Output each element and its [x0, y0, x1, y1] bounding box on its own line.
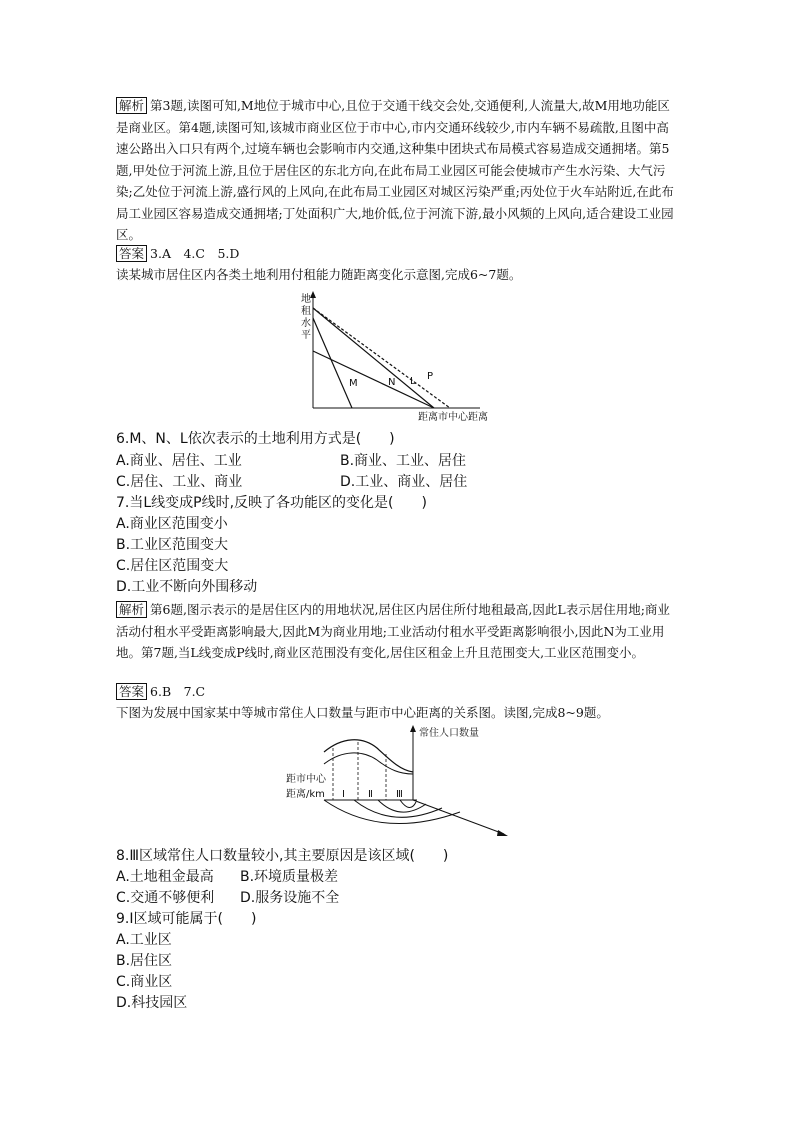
- q9-option-b[interactable]: B.居住区: [116, 953, 173, 969]
- line-N: [313, 351, 434, 408]
- intro-8-9: 下图为发展中国家某中等城市常住人口数量与距市中心距离的关系图。读图,完成8~9题。: [116, 705, 609, 720]
- q9-option-a[interactable]: A.工业区: [116, 932, 172, 948]
- analysis-text: 第3题,读图可知,M地位于城市中心,且位于交通干线交会处,交通便利,人流量大,故M用地功能区是商业区。第4题,读图可知,该城市商业区位于市中心,市内交通环线较少,市内车辆不易疏散,且图中高速公路出入口只有两个,过境车辆也会影响市内交通,这种集中团块式布局模式容易造成交通拥堵。第5题,甲处位于河流上游,且位于居住区的东北方向,在此布局工业园区可能会使城市产生水污染、大气污染;乙处位于河流上游,盛行风的上风向,在此布局工业园区对城区污染严重;丙处位于火车站附近,在此布局工业园区容易造成交通拥堵;丁处面积广大,地价低,位于河流下游,最小风频的上风向,适合建设工业园区。: [116, 98, 674, 242]
- answer-text: 6.B 7.C: [150, 684, 206, 699]
- question-9: 9.Ⅰ区域可能属于( ): [116, 911, 257, 927]
- q8-option-a[interactable]: A.土地租金最高: [116, 869, 214, 885]
- q7-option-a[interactable]: A.商业区范围变小: [116, 516, 228, 532]
- question-6: 6.M、N、L依次表示的土地利用方式是( ): [116, 431, 395, 447]
- q6-option-a[interactable]: A.商业、居住、工业: [116, 453, 242, 469]
- ylabel: 常住人口数量: [419, 728, 479, 739]
- zone-1: Ⅰ: [342, 789, 345, 800]
- q7-option-c[interactable]: C.居住区范围变大: [116, 558, 229, 574]
- ylabel-1: 地: [301, 294, 311, 305]
- q9-option-d[interactable]: D.科技园区: [116, 995, 188, 1011]
- question-8: 8.Ⅲ区域常住人口数量较小,其主要原因是该区域( ): [116, 848, 449, 864]
- line-P: [313, 308, 450, 408]
- q7-option-b[interactable]: B.工业区范围变大: [116, 537, 229, 553]
- xlabel-1: 距市中心: [286, 774, 326, 785]
- answer-3-5: [116, 243, 676, 265]
- radial-axis: [413, 800, 504, 834]
- land-rent-diagram: [290, 288, 500, 423]
- zone-3: Ⅲ: [396, 789, 403, 800]
- analysis-tag: 解析: [116, 97, 147, 114]
- population-distance-diagram: [282, 722, 518, 840]
- label-P: P: [427, 371, 434, 382]
- q8-option-d[interactable]: D.服务设施不全: [240, 890, 340, 906]
- q6-option-c[interactable]: C.居住、工业、商业: [116, 474, 243, 490]
- ylabel-4: 平: [301, 330, 311, 341]
- intro-6-7: 读某城市居住区内各类土地利用付租能力随距离变化示意图,完成6~7题。: [116, 267, 522, 282]
- radial-arrow: [497, 830, 508, 836]
- answer-text: 3.A 4.C 5.D: [150, 246, 240, 261]
- analysis-3-5: [116, 95, 676, 246]
- label-M: M: [349, 378, 358, 389]
- analysis-tag: 解析: [116, 601, 147, 618]
- q8-option-c[interactable]: C.交通不够便利: [116, 890, 215, 906]
- xlabel-2: 距离/km: [286, 789, 325, 800]
- q6-option-d[interactable]: D.工业、商业、居住: [340, 474, 468, 490]
- line-L: [313, 308, 434, 408]
- q9-option-c[interactable]: C.商业区: [116, 974, 173, 990]
- question-7: 7.当L线变成P线时,反映了各功能区的变化是( ): [116, 495, 427, 511]
- ring-4: [324, 800, 460, 824]
- label-N: N: [388, 377, 396, 388]
- answer-tag: 答案: [116, 683, 147, 700]
- q7-option-d[interactable]: D.工业不断向外围移动: [116, 579, 258, 595]
- ylabel-2: 租: [301, 306, 311, 317]
- ring-3: [354, 800, 442, 817]
- y-axis-arrow: [410, 725, 416, 732]
- q8-option-b[interactable]: B.环境质量极差: [240, 869, 339, 885]
- xlabel: 距离市中心距离: [418, 412, 488, 423]
- ylabel-3: 水: [301, 318, 311, 329]
- answer-6-7: [116, 681, 676, 703]
- label-L: L: [410, 376, 416, 387]
- ring-1: [400, 800, 416, 808]
- analysis-text: 第6题,图示表示的是居住区内的用地状况,居住区内居住所付地租最高,因此L表示居住用地;商业活动付租水平受距离影响最大,因此M为商业用地;工业活动付租水平受距离影响很小,因此N为工业用地。第7题,当L线变成P线时,商业区范围没有变化,居住区租金上升且范围变大,工业区范围变小。: [116, 602, 670, 660]
- zone-2: Ⅱ: [368, 789, 373, 800]
- analysis-6-7: [116, 599, 676, 664]
- curve-underside: [324, 753, 413, 774]
- q6-option-b[interactable]: B.商业、工业、居住: [340, 453, 467, 469]
- answer-tag: 答案: [116, 245, 147, 262]
